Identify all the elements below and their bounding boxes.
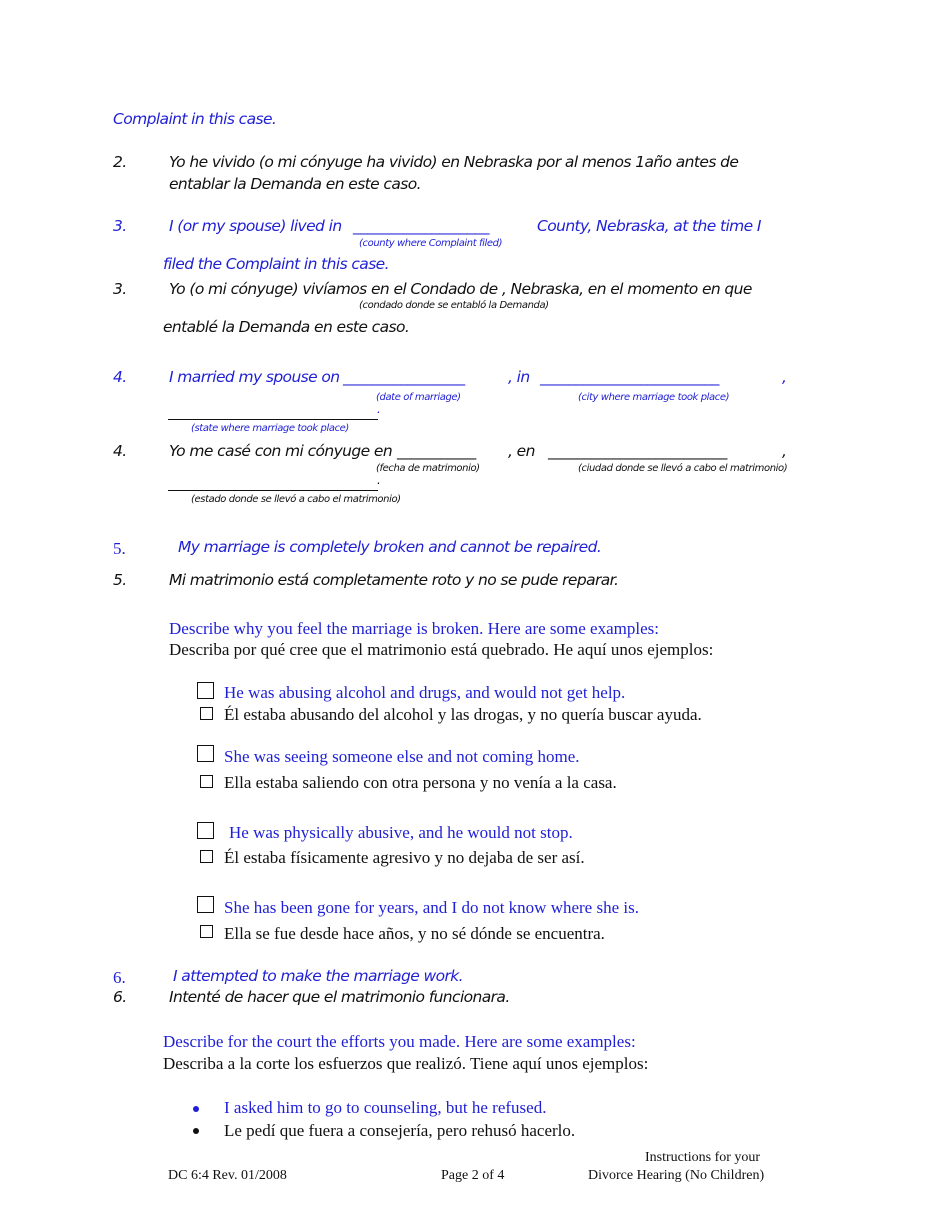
checkbox-alcohol-es[interactable]	[200, 707, 213, 720]
example-someone-else-es: Ella estaba saliendo con otra persona y no venía a la casa.	[224, 773, 617, 792]
county-caption: (county where Complaint filed)	[359, 238, 503, 249]
item-5-number: 5.	[113, 539, 126, 558]
item-2-es-line2: entablar la Demanda en este caso.	[169, 175, 421, 193]
item-4-en-mid: , in	[508, 368, 530, 386]
bullet-icon	[193, 1106, 199, 1112]
item-5-describe-es: Describa por qué cree que el matrimonio está quebrado. He aquí unos ejemplos:	[169, 640, 714, 659]
checkbox-alcohol-en[interactable]	[197, 682, 214, 699]
example-gone-en: She has been gone for years, and I do not know where she is.	[224, 898, 639, 917]
example-someone-else-en: She was seeing someone else and not coming home.	[224, 747, 580, 766]
example-alcohol-en: He was abusing alcohol and drugs, and would not get help.	[224, 683, 626, 702]
page-number: Page 2 of 4	[441, 1168, 505, 1183]
condado-caption: (condado donde se entabló la Demanda)	[359, 300, 549, 311]
estado-caption: (estado donde se llevó a cabo el matrimonio)	[191, 494, 401, 505]
checkbox-gone-en[interactable]	[197, 896, 214, 913]
checkbox-gone-es[interactable]	[200, 925, 213, 938]
footer-title-line1: Instructions for your	[645, 1150, 761, 1165]
item-4-number: 4.	[113, 368, 127, 386]
item-3-es-line2: entablé la Demanda en este caso.	[163, 318, 410, 336]
date-caption: (date of marriage)	[376, 392, 461, 403]
city-blank[interactable]: _________________________	[540, 368, 719, 386]
item-6-number: 6.	[113, 968, 126, 987]
state-dot: .	[377, 402, 381, 416]
checkbox-abusive-es[interactable]	[200, 850, 213, 863]
item-4-en-comma: ,	[782, 368, 787, 386]
ciudad-caption: (ciudad donde se llevó a cabo el matrimonio)	[578, 463, 788, 474]
complaint-continuation: Complaint in this case.	[113, 110, 277, 128]
checkbox-someone-else-es[interactable]	[200, 775, 213, 788]
item-3-en-prefix: I (or my spouse) lived in	[169, 217, 342, 235]
county-blank[interactable]: ___________________	[353, 217, 489, 235]
state-blank[interactable]	[168, 419, 378, 420]
item-4-en-prefix: I married my spouse on	[169, 368, 340, 386]
item-3-es-number: 3.	[113, 280, 127, 298]
footer-title-line2: Divorce Hearing (No Children)	[588, 1168, 765, 1183]
bullet-icon	[193, 1128, 199, 1134]
fecha-blank[interactable]: ___________	[397, 442, 476, 460]
item-3-number: 3.	[113, 217, 127, 235]
item-6-describe-en: Describe for the court the efforts you made. Here are some examples:	[163, 1032, 636, 1051]
item-5-describe-en: Describe why you feel the marriage is broken. Here are some examples:	[169, 619, 659, 638]
item-6-es-text: Intenté de hacer que el matrimonio funcionara.	[169, 988, 510, 1006]
city-caption: (city where marriage took place)	[578, 392, 730, 403]
ciudad-blank[interactable]: _________________________	[548, 442, 727, 460]
item-3-en-line2: filed the Complaint in this case.	[163, 255, 389, 273]
fecha-caption: (fecha de matrimonio)	[376, 463, 480, 474]
item-2-es-line1: Yo he vivido (o mi cónyuge ha vivido) en Nebraska por al menos 1año antes de	[169, 153, 739, 171]
checkbox-someone-else-en[interactable]	[197, 745, 214, 762]
item-4-es-prefix: Yo me casé con mi cónyuge en	[169, 442, 393, 460]
item-4-es-comma: ,	[782, 442, 787, 460]
estado-dot: .	[377, 473, 381, 487]
form-id: DC 6:4 Rev. 01/2008	[168, 1168, 287, 1183]
example-counseling-en: I asked him to go to counseling, but he refused.	[224, 1098, 547, 1117]
example-abusive-es: Él estaba físicamente agresivo y no dejaba de ser así.	[224, 848, 585, 867]
example-abusive-en: He was physically abusive, and he would not stop.	[229, 823, 573, 842]
item-6-en-text: I attempted to make the marriage work.	[173, 967, 463, 985]
state-caption: (state where marriage took place)	[191, 423, 349, 434]
example-counseling-es: Le pedí que fuera a consejería, pero rehusó hacerlo.	[224, 1121, 576, 1140]
example-alcohol-es: Él estaba abusando del alcohol y las drogas, y no quería buscar ayuda.	[224, 705, 702, 724]
item-3-en-suffix: County, Nebraska, at the time I	[537, 217, 761, 235]
date-blank[interactable]: _________________	[343, 368, 465, 386]
item-3-es-line1: Yo (o mi cónyuge) vivíamos en el Condado de , Nebraska, en el momento en que	[169, 280, 752, 298]
item-4-es-number: 4.	[113, 442, 127, 460]
item-4-es-mid: , en	[508, 442, 535, 460]
checkbox-abusive-en[interactable]	[197, 822, 214, 839]
item-2-number: 2.	[113, 153, 127, 171]
item-5-es-text: Mi matrimonio está completamente roto y no se pude reparar.	[169, 571, 619, 589]
item-6-describe-es: Describa a la corte los esfuerzos que realizó. Tiene aquí unos ejemplos:	[163, 1054, 649, 1073]
item-5-en-text: My marriage is completely broken and cannot be repaired.	[178, 538, 602, 556]
item-5-es-number: 5.	[113, 571, 127, 589]
item-6-es-number: 6.	[113, 988, 127, 1006]
estado-blank[interactable]	[168, 490, 378, 491]
example-gone-es: Ella se fue desde hace años, y no sé dónde se encuentra.	[224, 924, 605, 943]
